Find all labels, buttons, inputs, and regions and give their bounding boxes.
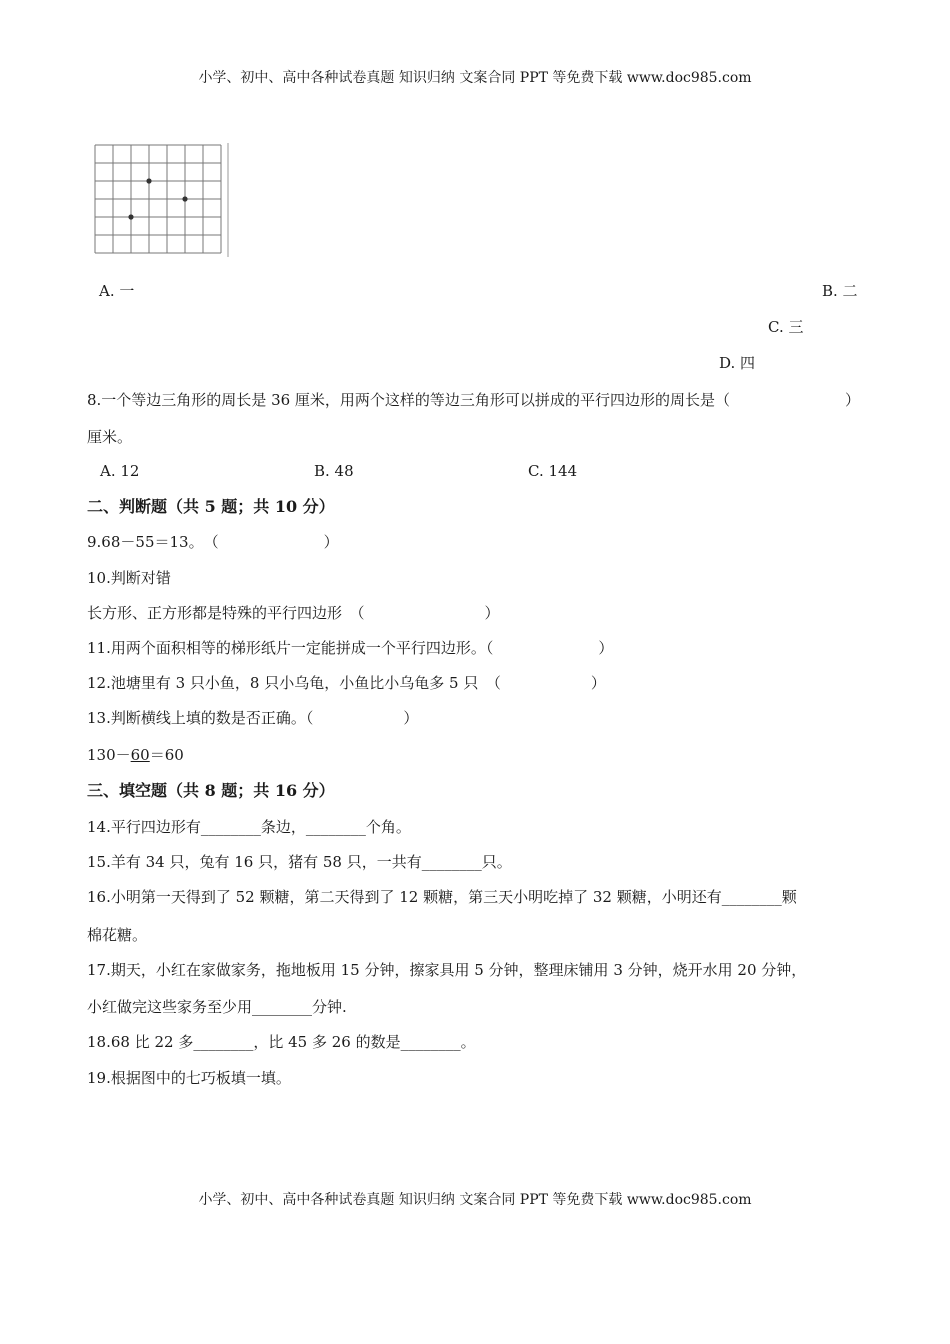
q15-text: 15.羊有 34 只，兔有 16 只，猪有 58 只，一共有________只。	[87, 853, 512, 871]
q14-text: 14.平行四边形有________条边，________个角。	[87, 818, 411, 836]
page-footer: 小学、初中、高中各种试卷真题 知识归纳 文案合同 PPT 等免费下载 www.doc985.com	[198, 1192, 752, 1208]
q7-option-b: B. 二	[822, 282, 858, 300]
q17-text-line2: 小红做完这些家务至少用________分钟.	[87, 998, 347, 1016]
dot-grid-figure	[91, 143, 231, 263]
q16-text-line2: 棉花糖。	[87, 926, 148, 944]
q7-option-c: C. 三	[768, 318, 804, 336]
q16-text-line1: 16.小明第一天得到了 52 颗糖，第二天得到了 12 颗糖，第三天小明吃掉了 32 颗糖，小明还有________颗	[87, 888, 797, 906]
q8-option-a: A. 12	[100, 462, 140, 480]
q8-option-b: B. 48	[314, 462, 354, 480]
q8-paren-close: ）	[845, 391, 861, 409]
section-2-title: 二、判断题（共 5 题；共 10 分）	[87, 497, 335, 516]
q13-expr-post: ＝60	[149, 746, 184, 764]
q10-statement: 长方形、正方形都是特殊的平行四边形 （ ）	[87, 604, 500, 622]
q8-option-c: C. 144	[528, 462, 578, 480]
q8-text-line1: 8.一个等边三角形的周长是 36 厘米，用两个这样的等边三角形可以拼成的平行四边形的周长是（	[87, 391, 730, 409]
q13-expr-pre: 130－	[87, 746, 131, 764]
page-header: 小学、初中、高中各种试卷真题 知识归纳 文案合同 PPT 等免费下载 www.doc985.com	[198, 70, 752, 86]
section-3-title: 三、填空题（共 8 题；共 16 分）	[87, 781, 335, 800]
q12-text: 12.池塘里有 3 只小鱼，8 只小乌龟，小鱼比小乌龟多 5 只 （ ）	[87, 674, 606, 692]
q13-expr-blank: 60	[130, 746, 150, 764]
q13-expression	[87, 745, 184, 765]
q19-text: 19.根据图中的七巧板填一填。	[87, 1069, 291, 1087]
grid-point	[146, 178, 151, 183]
grid-point	[128, 214, 133, 219]
q18-text: 18.68 比 22 多________，比 45 多 26 的数是________。	[87, 1033, 476, 1051]
grid-point	[182, 196, 187, 201]
q13-title: 13.判断横线上填的数是否正确。（ ）	[87, 709, 419, 727]
q17-text-line1: 17.期天，小红在家做家务，拖地板用 15 分钟，擦家具用 5 分钟，整理床铺用 3 分钟，烧开水用 20 分钟，	[87, 961, 807, 979]
q7-option-a: A. 一	[99, 282, 135, 300]
q7-option-d: D. 四	[719, 354, 756, 372]
q10-title: 10.判断对错	[87, 569, 171, 587]
q9-text: 9.68－55＝13。 （ ）	[87, 533, 339, 551]
q8-text-line2: 厘米。	[87, 428, 133, 446]
q11-text: 11.用两个面积相等的梯形纸片一定能拼成一个平行四边形。（ ）	[87, 639, 614, 657]
